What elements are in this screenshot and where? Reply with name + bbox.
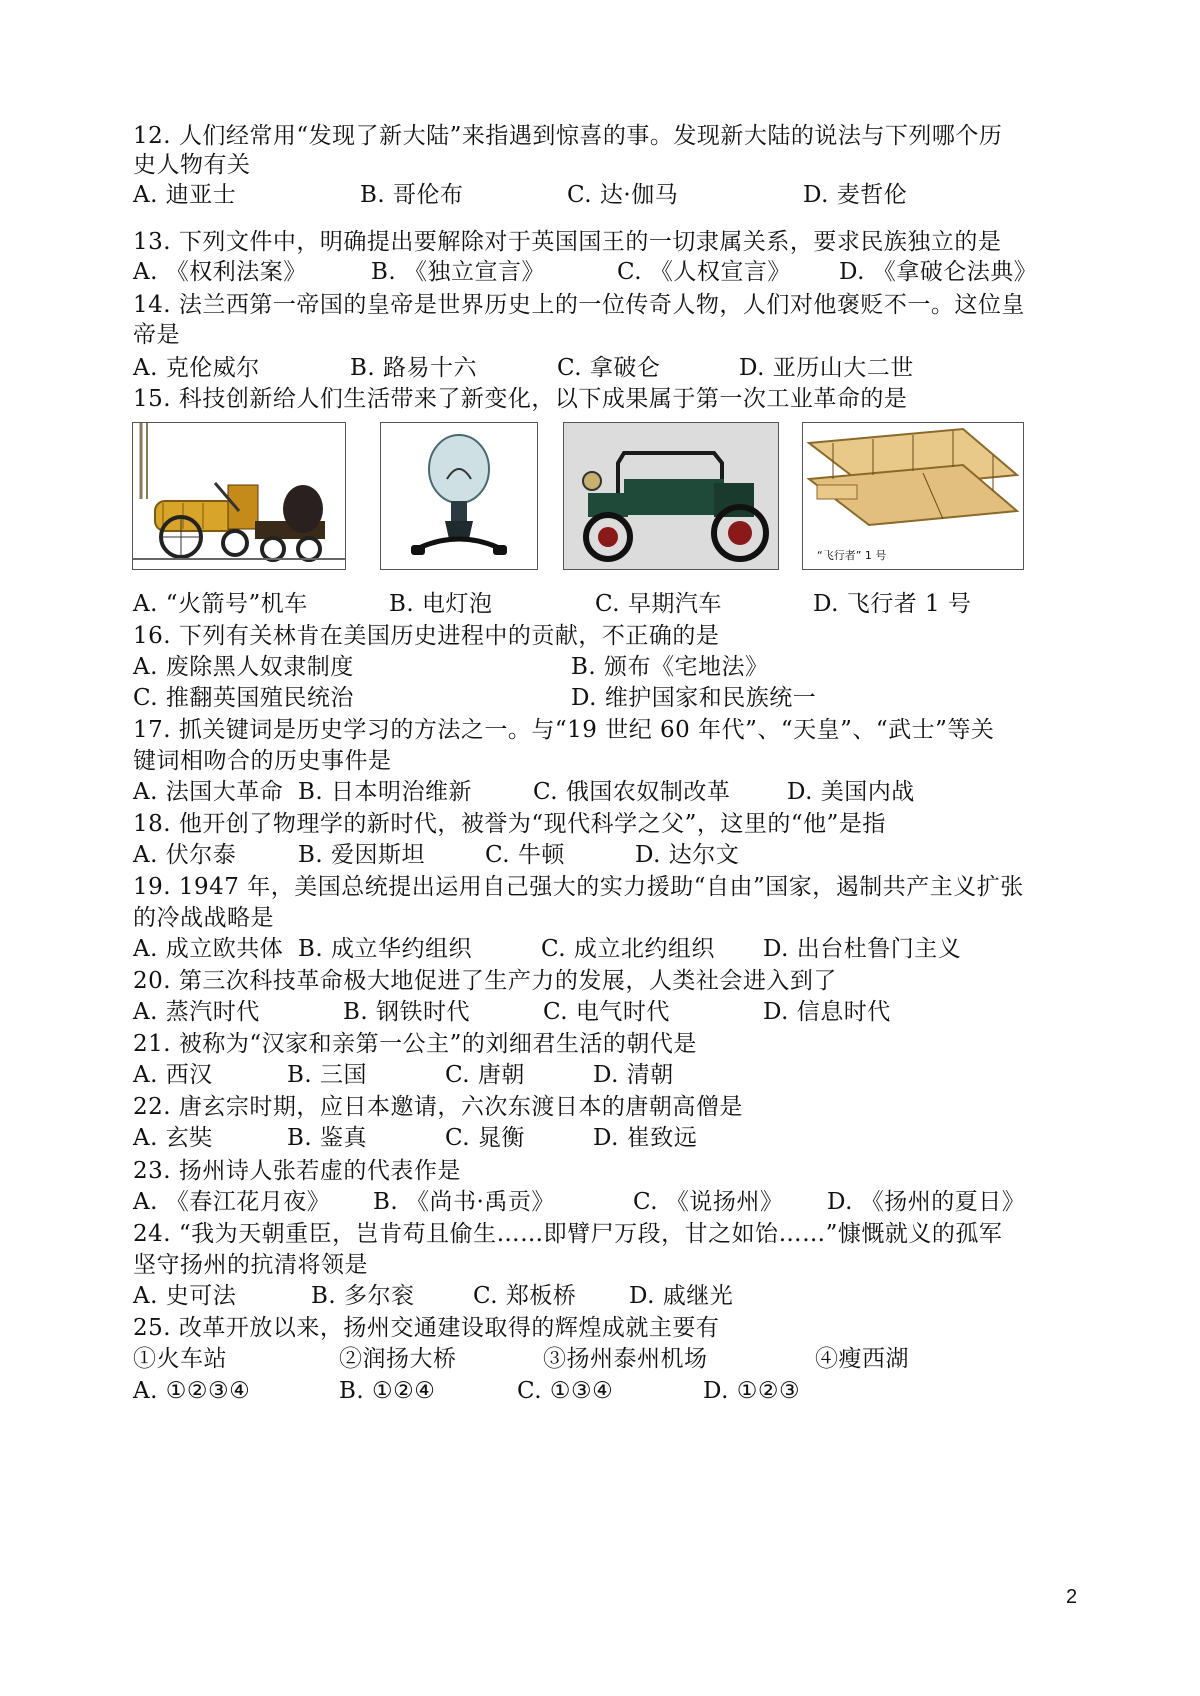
- q24-option-c: C. 郑板桥: [473, 1283, 577, 1309]
- rocket-locomotive-image: [132, 422, 346, 570]
- q25-item-4: ④瘦西湖: [815, 1346, 909, 1372]
- q16-option-b: B. 颁布《宅地法》: [571, 654, 769, 680]
- q20-stem-line1: 20. 第三次科技革命极大地促进了生产力的发展，人类社会进入到了: [133, 968, 837, 994]
- q13-option-b: B. 《独立宣言》: [371, 259, 546, 285]
- q18-option-c: C. 牛顿: [485, 842, 565, 868]
- q21-stem-line1: 21. 被称为“汉家和亲第一公主”的刘细君生活的朝代是: [133, 1031, 697, 1057]
- q12-stem-line1: 12. 人们经常用“发现了新大陆”来指遇到惊喜的事。发现新大陆的说法与下列哪个历: [133, 123, 1003, 149]
- early-automobile-image: [563, 422, 779, 570]
- q13-option-c: C. 《人权宣言》: [617, 259, 791, 285]
- q23-option-d: D. 《扬州的夏日》: [827, 1189, 1026, 1215]
- q23-stem-line1: 23. 扬州诗人张若虚的代表作是: [133, 1158, 461, 1184]
- q21-option-b: B. 三国: [287, 1062, 368, 1088]
- q25-option-c: C. ①③④: [517, 1378, 614, 1404]
- q25-option-d: D. ①②③: [703, 1378, 801, 1404]
- q15-option-d: D. 飞行者 1 号: [813, 591, 972, 617]
- q22-stem-line1: 22. 唐玄宗时期，应日本邀请，六次东渡日本的唐朝高僧是: [133, 1094, 743, 1120]
- q20-option-d: D. 信息时代: [763, 999, 891, 1025]
- q25-option-a: A. ①②③④: [133, 1378, 251, 1404]
- q18-option-a: A. 伏尔泰: [133, 842, 237, 868]
- q18-option-d: D. 达尔文: [635, 842, 740, 868]
- q17-option-b: B. 日本明治维新: [298, 779, 473, 805]
- q16-option-d: D. 维护国家和民族统一: [571, 685, 817, 711]
- flyer-aircraft-image: [802, 422, 1024, 570]
- q21-option-c: C. 唐朝: [445, 1062, 525, 1088]
- page-number: 2: [1066, 1586, 1078, 1608]
- q20-option-b: B. 钢铁时代: [343, 999, 471, 1025]
- q25-item-1: ①火车站: [133, 1346, 227, 1372]
- q23-option-c: C. 《说扬州》: [633, 1189, 784, 1215]
- q17-option-d: D. 美国内战: [787, 779, 915, 805]
- q12-option-d: D. 麦哲伦: [803, 182, 908, 208]
- q14-option-d: D. 亚历山大二世: [739, 355, 914, 381]
- q16-stem-line1: 16. 下列有关林肯在美国历史进程中的贡献，不正确的是: [133, 623, 720, 649]
- q19-option-d: D. 出台杜鲁门主义: [763, 936, 962, 962]
- q21-option-d: D. 清朝: [593, 1062, 674, 1088]
- q14-stem-line1: 14. 法兰西第一帝国的皇帝是世界历史上的一位传奇人物，人们对他褒贬不一。这位皇: [133, 292, 1025, 318]
- q19-stem-line1: 19. 1947 年，美国总统提出运用自己强大的实力援助“自由”国家，遏制共产主义扩张: [133, 874, 1024, 900]
- q13-option-d: D. 《拿破仑法典》: [839, 259, 1038, 285]
- q21-option-a: A. 西汉: [133, 1062, 213, 1088]
- q22-option-b: B. 鉴真: [287, 1125, 368, 1151]
- q16-option-c: C. 推翻英国殖民统治: [133, 685, 354, 711]
- light-bulb-image: [380, 422, 538, 570]
- q24-stem-line1: 24. “我为天朝重臣，岂肯苟且偷生……即臂尸万段，甘之如饴……”慷慨就义的孤军: [133, 1221, 1003, 1247]
- q14-option-a: A. 克伦威尔: [133, 355, 260, 381]
- q24-option-b: B. 多尔衮: [311, 1283, 415, 1309]
- q12-stem-line2: 史人物有关: [133, 152, 251, 178]
- q19-option-a: A. 成立欧共体: [133, 936, 284, 962]
- q25-item-2: ②润扬大桥: [339, 1346, 457, 1372]
- q19-option-b: B. 成立华约组织: [298, 936, 473, 962]
- q25-stem-line1: 25. 改革开放以来，扬州交通建设取得的辉煌成就主要有: [133, 1315, 720, 1341]
- q17-stem-line2: 键词相吻合的历史事件是: [133, 748, 392, 774]
- q20-option-c: C. 电气时代: [543, 999, 670, 1025]
- q17-option-a: A. 法国大革命: [133, 779, 284, 805]
- q12-option-c: C. 达·伽马: [567, 182, 679, 208]
- q22-option-c: C. 晁衡: [445, 1125, 525, 1151]
- q15-option-c: C. 早期汽车: [595, 591, 722, 617]
- q16-option-a: A. 废除黑人奴隶制度: [133, 654, 354, 680]
- q25-option-b: B. ①②④: [339, 1378, 436, 1404]
- q23-option-b: B. 《尚书·禹贡》: [373, 1189, 555, 1215]
- q24-option-a: A. 史可法: [133, 1283, 237, 1309]
- q15-stem-line1: 15. 科技创新给人们生活带来了新变化，以下成果属于第一次工业革命的是: [133, 386, 908, 412]
- flyer-image-caption: “飞行者” 1 号: [817, 549, 887, 562]
- q19-stem-line2: 的冷战战略是: [133, 905, 274, 931]
- q14-option-b: B. 路易十六: [350, 355, 478, 381]
- q15-option-a: A. “火箭号”机车: [133, 591, 308, 617]
- q19-option-c: C. 成立北约组织: [541, 936, 715, 962]
- q12-option-a: A. 迪亚士: [133, 182, 237, 208]
- q24-stem-line2: 坚守扬州的抗清将领是: [133, 1252, 368, 1278]
- q17-stem-line1: 17. 抓关键词是历史学习的方法之一。与“19 世纪 60 年代”、“天皇”、“武士”等关: [133, 717, 995, 743]
- q18-option-b: B. 爱因斯坦: [298, 842, 426, 868]
- q22-option-d: D. 崔致远: [593, 1125, 698, 1151]
- q23-option-a: A. 《春江花月夜》: [133, 1189, 331, 1215]
- q17-option-c: C. 俄国农奴制改革: [533, 779, 731, 805]
- q13-option-a: A. 《权利法案》: [133, 259, 307, 285]
- q12-option-b: B. 哥伦布: [360, 182, 464, 208]
- q18-stem-line1: 18. 他开创了物理学的新时代，被誉为“现代科学之父”，这里的“他”是指: [133, 811, 886, 837]
- q15-option-b: B. 电灯泡: [389, 591, 493, 617]
- q14-stem-line2: 帝是: [133, 322, 180, 348]
- q22-option-a: A. 玄奘: [133, 1125, 213, 1151]
- q13-stem-line1: 13. 下列文件中，明确提出要解除对于英国国王的一切隶属关系，要求民族独立的是: [133, 229, 1002, 255]
- q24-option-d: D. 戚继光: [629, 1283, 734, 1309]
- q20-option-a: A. 蒸汽时代: [133, 999, 260, 1025]
- q25-item-3: ③扬州泰州机场: [543, 1346, 708, 1372]
- q14-option-c: C. 拿破仑: [557, 355, 661, 381]
